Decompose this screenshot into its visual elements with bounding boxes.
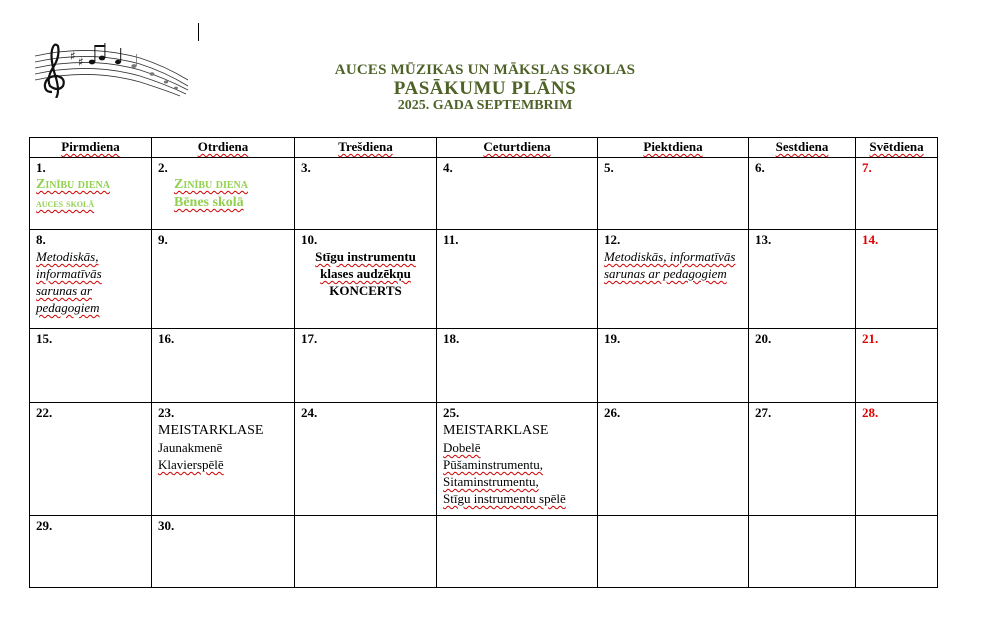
day-cell[interactable]: [598, 158, 749, 230]
day-number: 27.: [755, 405, 772, 420]
day-number: 9.: [158, 232, 168, 247]
day-cell[interactable]: [152, 230, 295, 329]
event-text: Zinību diena Bēnes skolā: [174, 177, 248, 210]
day-cell[interactable]: [152, 403, 295, 516]
event-text: Metodiskās, informatīvās sarunas ar pedagogiem: [36, 249, 102, 315]
plan-period: 2025. GADA SEPTEMBRIM: [397, 98, 573, 113]
text-cursor: [198, 23, 199, 41]
weekday-header: Otrdiena: [152, 138, 295, 158]
day-number: 11.: [443, 232, 459, 247]
day-number: 23.: [158, 405, 175, 420]
week-row: [30, 516, 938, 588]
day-cell[interactable]: [295, 158, 437, 230]
day-number: 18.: [443, 331, 460, 346]
empty-cell[interactable]: [437, 516, 598, 588]
day-number: 12.: [604, 232, 621, 247]
day-number: 13.: [755, 232, 772, 247]
plan-title: PASĀKUMU PLĀNS: [393, 78, 577, 99]
event-text: MEISTARKLASE Dobelē Pūšaminstrumentu, Sitaminstrumentu, Stīgu instrumentu spēlē: [443, 423, 566, 506]
day-cell[interactable]: [295, 329, 437, 403]
week-row: [30, 158, 938, 230]
day-number: 8.: [36, 232, 46, 247]
day-cell[interactable]: [295, 403, 437, 516]
day-number: 24.: [301, 405, 318, 420]
event-text: MEISTARKLASE Jaunakmenē Klavierspēlē: [158, 423, 264, 472]
day-cell[interactable]: [30, 230, 152, 329]
weekday-header: Svētdiena: [856, 138, 938, 158]
week-row: [30, 403, 938, 516]
svg-text:♯: ♯: [70, 49, 76, 63]
week-row: [30, 230, 938, 329]
event-text: Zinību diena auces skolā: [36, 177, 110, 210]
day-number: 22.: [36, 405, 53, 420]
day-number: 17.: [301, 331, 318, 346]
day-number: 10.: [301, 232, 318, 247]
day-cell[interactable]: [856, 230, 938, 329]
day-cell[interactable]: [30, 403, 152, 516]
day-cell[interactable]: [598, 329, 749, 403]
event-text: Metodiskās, informatīvās sarunas ar pedagogiem: [604, 249, 736, 281]
day-cell[interactable]: [856, 158, 938, 230]
event-text: Stīgu instrumentu klases audzēkņu KONCERTS: [315, 249, 416, 298]
day-cell[interactable]: [749, 230, 856, 329]
day-cell[interactable]: [437, 230, 598, 329]
day-number: 21.: [862, 331, 879, 346]
day-number: 1.: [36, 160, 46, 175]
day-number: 29.: [36, 518, 53, 533]
day-cell[interactable]: [437, 403, 598, 516]
day-cell[interactable]: [749, 403, 856, 516]
day-cell[interactable]: [30, 516, 152, 588]
day-cell[interactable]: [152, 158, 295, 230]
day-number: 7.: [862, 160, 872, 175]
day-number: 2.: [158, 160, 168, 175]
day-cell[interactable]: [598, 403, 749, 516]
day-number: 15.: [36, 331, 53, 346]
school-name: AUCES MŪZIKAS UN MĀKSLAS SKOLAS: [334, 62, 636, 78]
day-cell[interactable]: [437, 158, 598, 230]
weekday-header: Piektdiena: [598, 138, 749, 158]
weekday-header: Pirmdiena: [30, 138, 152, 158]
music-notes-logo: [30, 38, 190, 98]
day-cell[interactable]: [598, 230, 749, 329]
day-number: 14.: [862, 232, 879, 247]
day-number: 19.: [604, 331, 621, 346]
day-cell[interactable]: [856, 329, 938, 403]
day-number: 16.: [158, 331, 175, 346]
day-number: 6.: [755, 160, 765, 175]
day-number: 30.: [158, 518, 175, 533]
day-cell[interactable]: [437, 329, 598, 403]
day-cell[interactable]: [152, 516, 295, 588]
day-number: 28.: [862, 405, 879, 420]
day-number: 20.: [755, 331, 772, 346]
empty-cell[interactable]: [295, 516, 437, 588]
day-number: 5.: [604, 160, 614, 175]
day-number: 3.: [301, 160, 311, 175]
day-cell[interactable]: [749, 329, 856, 403]
empty-cell[interactable]: [856, 516, 938, 588]
day-cell[interactable]: [749, 158, 856, 230]
svg-text:♯: ♯: [78, 55, 84, 69]
document-header: [280, 62, 690, 114]
weekday-header: Trešdiena: [295, 138, 437, 158]
calendar-table: [29, 137, 938, 588]
weekday-header: Ceturtdiena: [437, 138, 598, 158]
weekday-header: Sestdiena: [749, 138, 856, 158]
day-cell[interactable]: [295, 230, 437, 329]
day-number: 26.: [604, 405, 621, 420]
day-number: 4.: [443, 160, 453, 175]
weekday-header-row: [30, 138, 938, 158]
day-cell[interactable]: [30, 329, 152, 403]
empty-cell[interactable]: [749, 516, 856, 588]
week-row: [30, 329, 938, 403]
day-number: 25.: [443, 405, 460, 420]
empty-cell[interactable]: [598, 516, 749, 588]
day-cell[interactable]: [30, 158, 152, 230]
day-cell[interactable]: [856, 403, 938, 516]
day-cell[interactable]: [152, 329, 295, 403]
